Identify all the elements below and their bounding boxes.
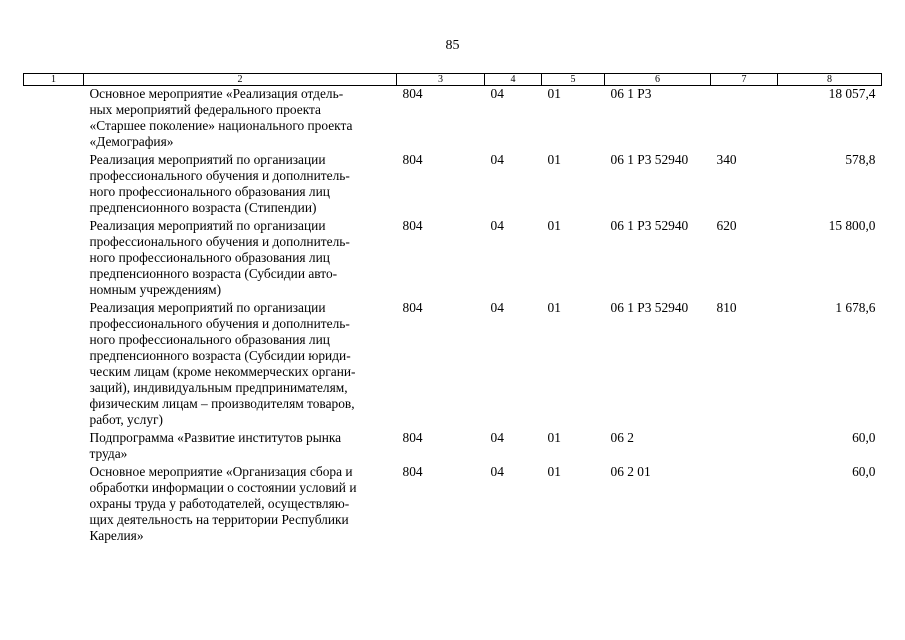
table-row: [24, 218, 882, 300]
amount-value: 60,0: [852, 464, 876, 479]
column-header: 2: [84, 74, 397, 86]
row-number-cell: [24, 464, 84, 546]
section-code: 04: [490, 218, 504, 233]
item-name: Реализация мероприятий по организации профессионального обучения и дополнитель- ного профессионального образования лиц предпенсионного возраста (Субсидии авто- номным учреждениям): [89, 218, 350, 297]
table-row: [24, 86, 882, 153]
ministry-code: 804: [402, 218, 423, 233]
section-code: 04: [490, 86, 504, 101]
expense-type-code: [711, 430, 778, 464]
target-article-code: 06 1 Р3 52940: [610, 218, 689, 233]
item-name: Основное мероприятие «Организация сбора и обработки информации о состоянии условий и охраны труда у работодателей, осуществляю- щих деятельность на территории Республики Карелия»: [89, 464, 357, 543]
ministry-code: 804: [402, 464, 423, 479]
target-article-code: 06 2: [610, 430, 634, 445]
column-header: 7: [711, 74, 778, 86]
subsection-code: 01: [547, 152, 561, 167]
row-number-cell: [24, 152, 84, 218]
page-number: 85: [445, 38, 460, 53]
subsection-code: 01: [547, 430, 561, 445]
section-code: 04: [490, 464, 504, 479]
row-number-cell: [24, 300, 84, 430]
ministry-code: 804: [402, 152, 423, 167]
column-header: 1: [24, 74, 84, 86]
column-header: 4: [485, 74, 542, 86]
subsection-code: 01: [547, 464, 561, 479]
table-row: [24, 300, 882, 430]
item-name: Подпрограмма «Развитие институтов рынка труда»: [89, 430, 342, 461]
table-row: [24, 152, 882, 218]
subsection-code: 01: [547, 300, 561, 315]
subsection-code: 01: [547, 86, 561, 101]
column-header: 3: [397, 74, 485, 86]
expense-type-code: [711, 464, 778, 546]
amount-value: 578,8: [845, 152, 876, 167]
section-code: 04: [490, 152, 504, 167]
column-header: 8: [778, 74, 882, 86]
expense-type-code: [711, 86, 778, 153]
table-header-row: [24, 74, 882, 86]
row-number-cell: [24, 86, 84, 153]
target-article-code: 06 1 Р3 52940: [610, 152, 689, 167]
target-article-code: 06 1 Р3 52940: [610, 300, 689, 315]
amount-value: 60,0: [852, 430, 876, 445]
amount-value: 1 678,6: [835, 300, 876, 315]
item-name: Основное мероприятие «Реализация отдель- ных мероприятий федерального проекта «Старшее поколение» национального проекта «Демография»: [89, 86, 353, 149]
column-header: 5: [542, 74, 605, 86]
section-code: 04: [490, 430, 504, 445]
table-row: [24, 430, 882, 464]
budget-table: [23, 73, 882, 546]
row-number-cell: [24, 218, 84, 300]
item-name: Реализация мероприятий по организации профессионального обучения и дополнитель- ного профессионального образования лиц предпенсионного возраста (Стипендии): [89, 152, 350, 215]
amount-value: 15 800,0: [828, 218, 876, 233]
row-number-cell: [24, 430, 84, 464]
column-header: 6: [605, 74, 711, 86]
ministry-code: 804: [402, 300, 423, 315]
amount-value: 18 057,4: [828, 86, 876, 101]
target-article-code: 06 2 01: [610, 464, 651, 479]
subsection-code: 01: [547, 218, 561, 233]
ministry-code: 804: [402, 430, 423, 445]
expense-type-code: 810: [716, 300, 737, 315]
expense-type-code: 340: [716, 152, 737, 167]
item-name: Реализация мероприятий по организации профессионального обучения и дополнитель- ного профессионального образования лиц предпенсионного возраста (Субсидии юриди- ческим лицам (кроме некоммерческих органи- заций), индивидуальным предпринимателям, физическим лицам – производителям товаров, работ, услуг): [89, 300, 356, 427]
target-article-code: 06 1 Р3: [610, 86, 652, 101]
table-row: [24, 464, 882, 546]
section-code: 04: [490, 300, 504, 315]
expense-type-code: 620: [716, 218, 737, 233]
ministry-code: 804: [402, 86, 423, 101]
